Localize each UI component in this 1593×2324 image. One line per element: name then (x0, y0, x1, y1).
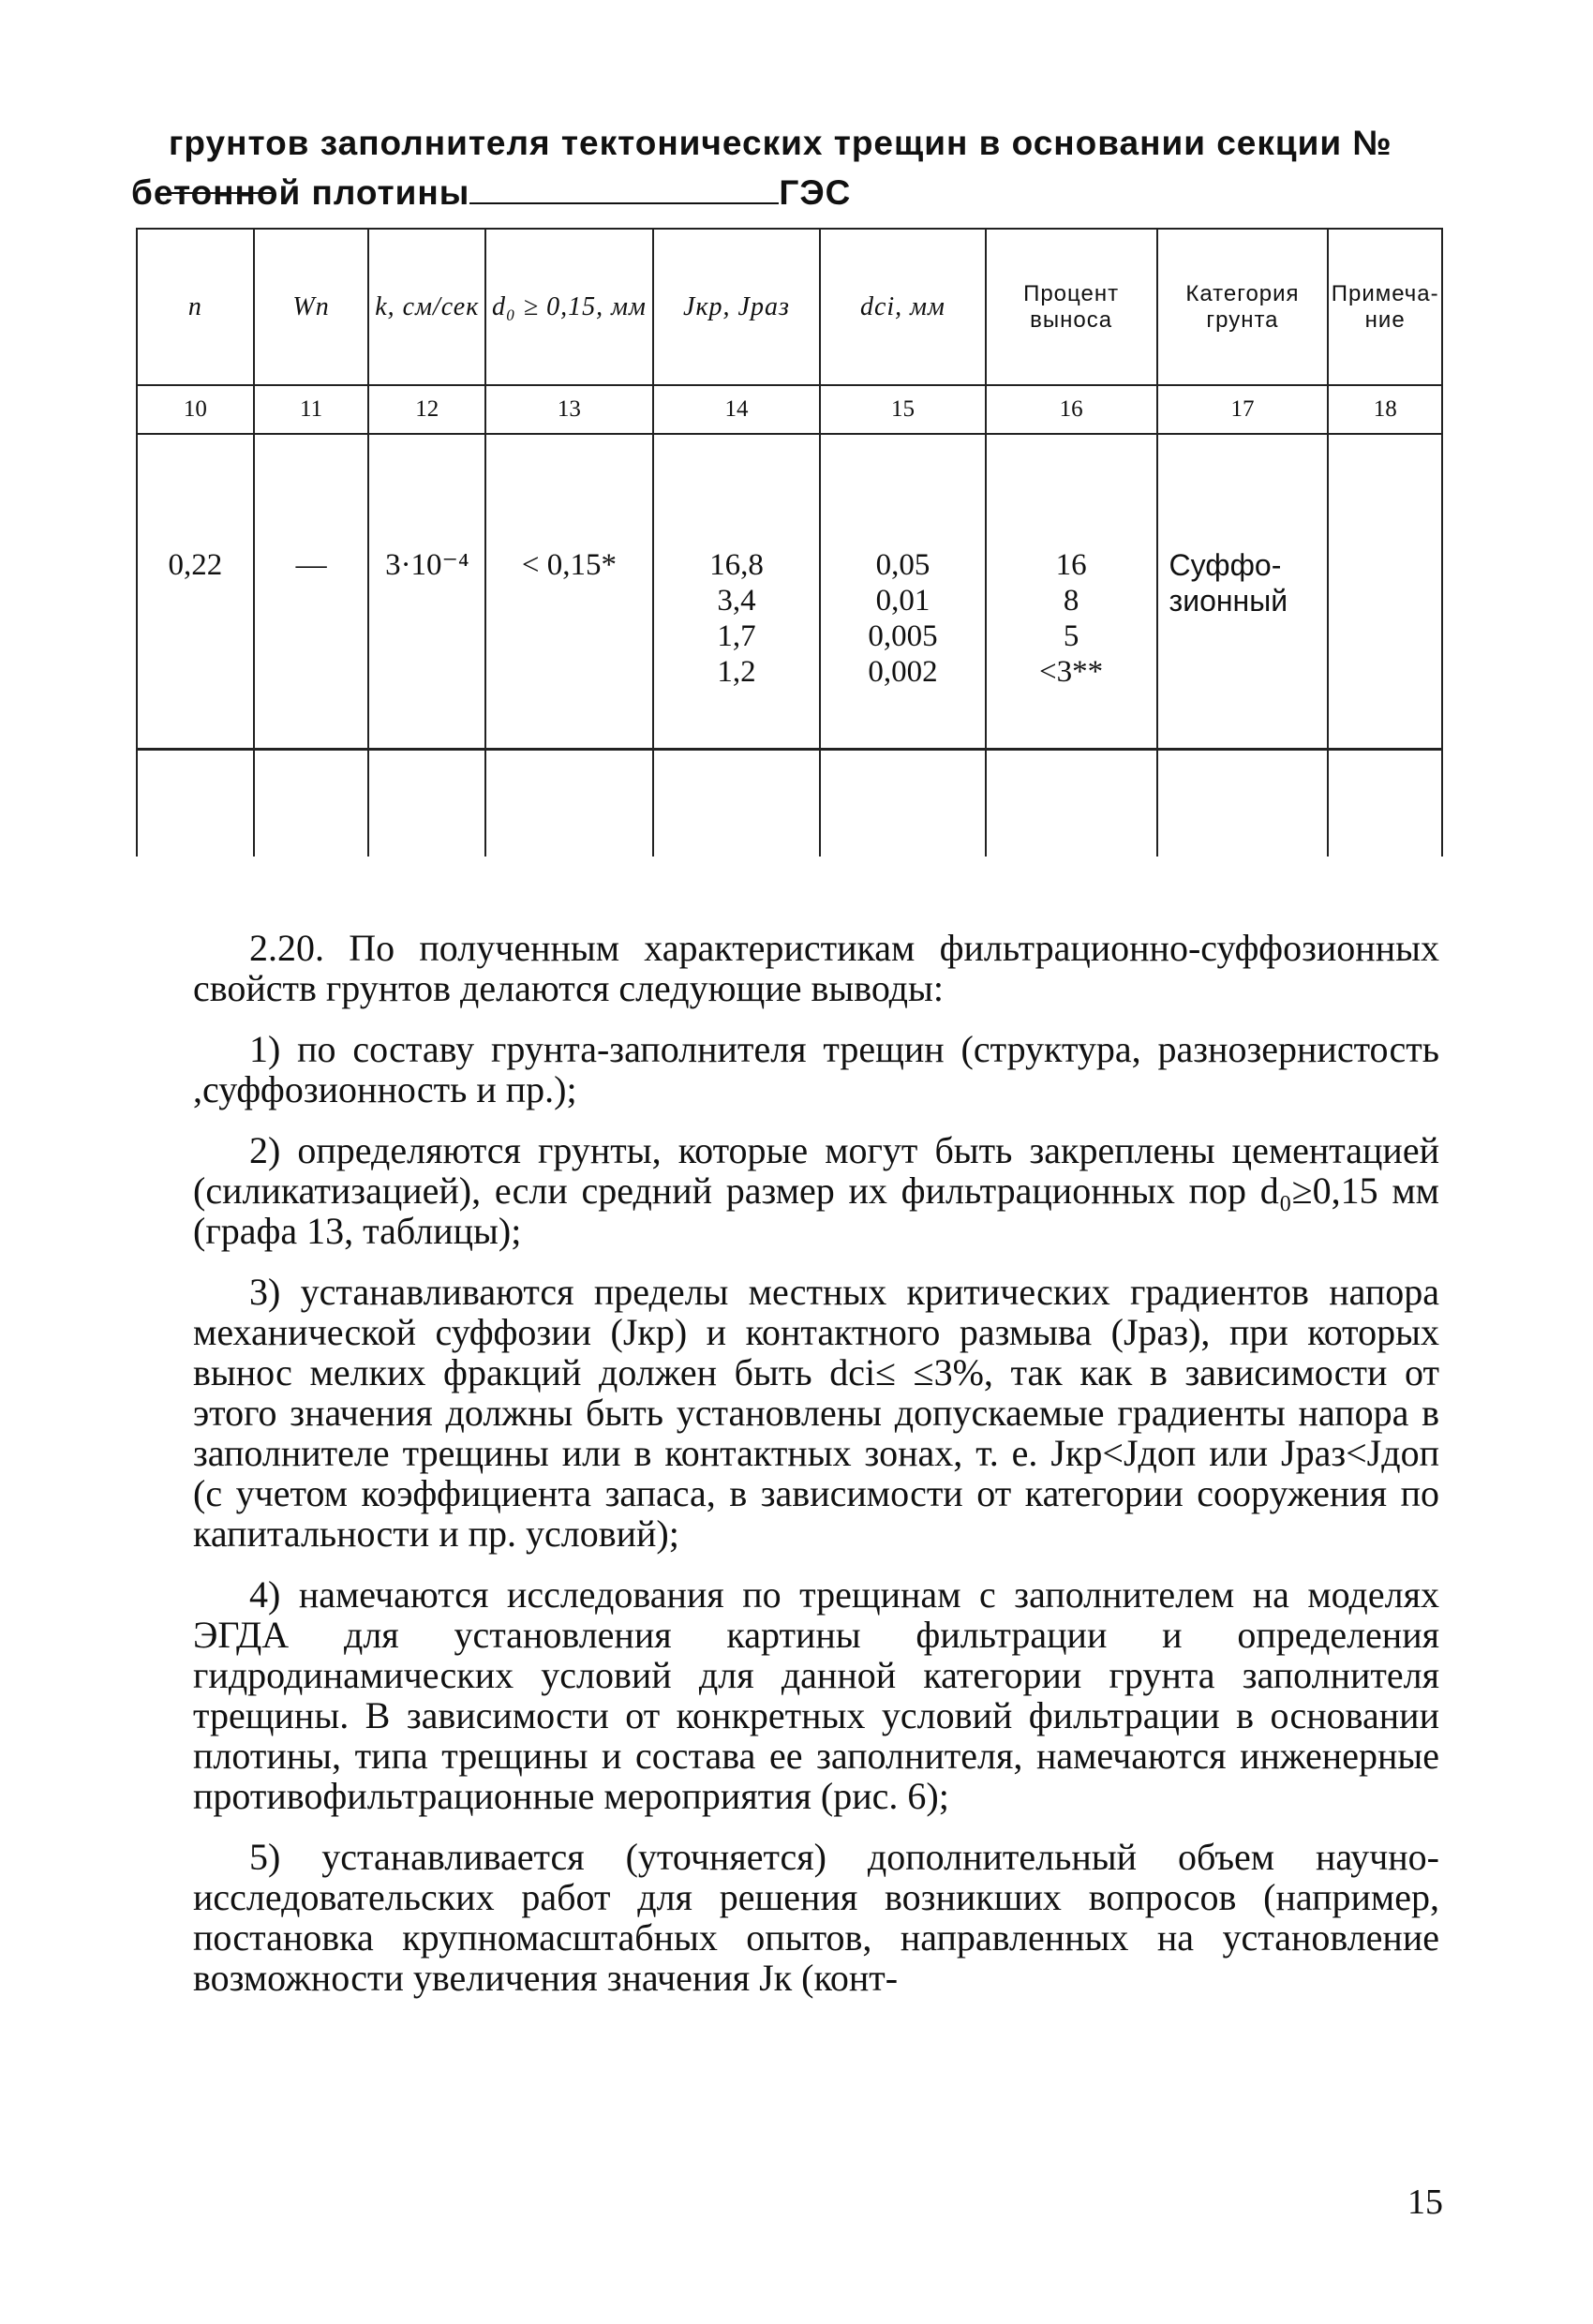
column-number: 18 (1328, 385, 1442, 434)
cell-category (1157, 434, 1329, 857)
value: зионный (1169, 584, 1288, 618)
column-number: 15 (820, 385, 985, 434)
value: 3,4 (717, 584, 756, 618)
header-cell: d₀ ≥ 0,15, мм (485, 230, 653, 385)
column-number: 12 (368, 385, 485, 434)
value: 0,005 (868, 619, 938, 653)
column-number: 16 (986, 385, 1157, 434)
table-row (137, 434, 1442, 857)
data-table (136, 230, 1443, 857)
header-cell: n (137, 230, 254, 385)
value: 5 (1063, 619, 1079, 653)
value: 16,8 (709, 548, 764, 582)
header-cell: Процент выноса (986, 230, 1157, 385)
paragraph: 2) определяются грунты, которые могут быть закреплены цементацией (силикатизацией), если средний размер их фильтрационных пор d₀≥0,15 мм (графа 13, таблицы); (193, 1129, 1439, 1252)
column-number: 13 (485, 385, 653, 434)
body-text (193, 928, 1439, 2019)
cell-wp: — (254, 434, 369, 857)
header-row (137, 230, 1442, 385)
table-title-line-2 (131, 173, 1443, 213)
title-text: грунтов заполнителя тектонических трещин в основании секции № (169, 124, 1392, 162)
column-number: 14 (653, 385, 821, 434)
paragraph: 5) устанавливается (уточняется) дополнительный объем научно-исследовательских работ для решения возникших вопросов (например, постановка крупномасштабных опытов, направленных на установление возможности увеличения значения Jк (конт- (193, 1836, 1439, 1999)
cell-note (1328, 434, 1442, 857)
header-cell: Jкр, Jраз (653, 230, 821, 385)
value: 0,05 (875, 548, 930, 582)
value: 1,2 (717, 655, 756, 689)
value: 0,01 (875, 584, 930, 618)
value: 16 (1055, 548, 1087, 582)
cell-dci (820, 434, 985, 857)
column-number: 17 (1157, 385, 1329, 434)
value: <3** (1039, 655, 1104, 689)
header-cell: Категория грунта (1157, 230, 1329, 385)
column-number: 10 (137, 385, 254, 434)
column-number-row (137, 385, 1442, 434)
value: 8 (1063, 584, 1079, 618)
paragraph: 4) намечаются исследования по трещинам с заполнителем на моделях ЭГДА для установления картины фильтрации и определения гидродинамических условий для данной категории грунта заполнителя трещины. В зависимости от конкретных условий фильтрации в основании плотины, типа трещины и состава ее заполнителя, намечаются инженерные противофильтрационные мероприятия (рис. 6); (193, 1573, 1439, 1817)
paragraph: 1) по составу грунта-заполнителя трещин (структура, разнозернистость ,суффозионность и пр.); (193, 1028, 1439, 1110)
value: 1,7 (717, 619, 756, 653)
value: 0,002 (868, 655, 938, 689)
title-text: ГЭС (779, 173, 852, 212)
paragraph: 2.20. По полученным характеристикам фильтрационно-суффозионных свойств грунтов делаются следующие выводы: (193, 927, 1439, 1009)
title-text: бетонной плотины (131, 173, 470, 212)
header-cell: Wп (254, 230, 369, 385)
header-cell: k, см/сек (368, 230, 485, 385)
page-number: 15 (1407, 2182, 1443, 2222)
cell-k: 3·10⁻⁴ (368, 434, 485, 857)
header-cell: Примеча-ние (1328, 230, 1442, 385)
value: Суффо- (1169, 548, 1282, 582)
paragraph: 3) устанавливаются пределы местных критических градиентов напора механической суффозии (Jкр) и контактного размыва (Jраз), при которых вынос мелких фракций должен быть dci≤ ≤3%, так как в зависимости от этого значения должны быть установлены допускаемые градиенты напора в заполнителе трещины или в контактных зонах, т. е. Jкр<Jдоп или Jраз<Jдоп (с учетом коэффициента запаса, в зависимости от категории сооружения по капитальности и пр. условий); (193, 1271, 1439, 1555)
column-number: 11 (254, 385, 369, 434)
header-cell: dci, мм (820, 230, 985, 385)
cell-n: 0,22 (137, 434, 254, 857)
cell-j (653, 434, 821, 857)
table-bottom-rule (136, 748, 1443, 751)
blank-line (469, 197, 779, 204)
cell-percent (986, 434, 1157, 857)
cell-d0: < 0,15* (485, 434, 653, 857)
